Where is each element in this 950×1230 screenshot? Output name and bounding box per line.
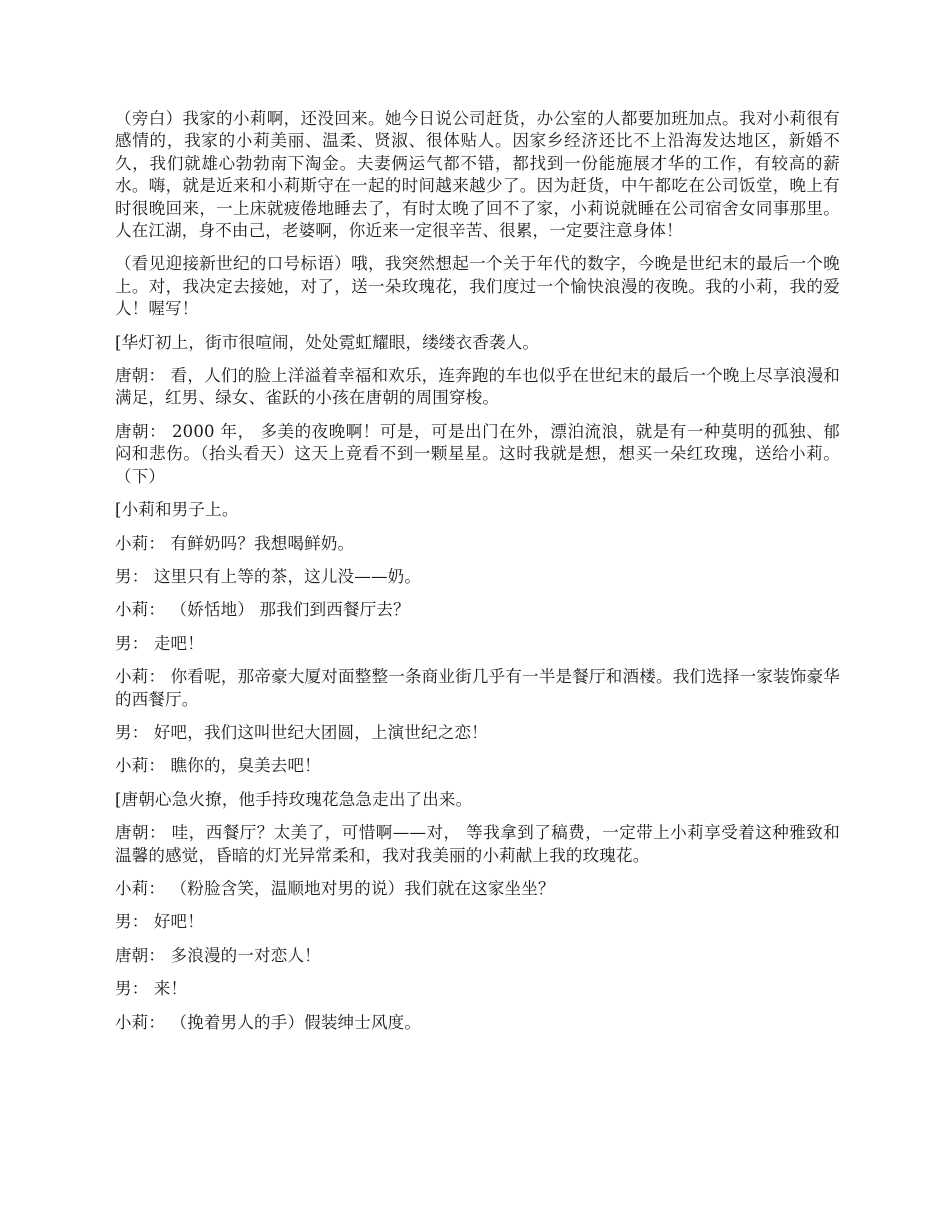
dialogue-line: 男： 好吧！ xyxy=(115,912,204,932)
dialogue-line: 唐朝： 看，人们的脸上洋溢着幸福和欢乐，连奔跑的车也似乎在世纪末的最后一个晚上尽享浪漫和满足，红男、绿女、雀跃的小孩在唐朝的周围穿梭。 xyxy=(115,366,840,408)
dialogue-line: 小莉： （娇恬地） 那我们到西餐厅去？ xyxy=(115,600,410,620)
dialogue-line: 小莉： 有鲜奶吗？我想喝鲜奶。 xyxy=(115,533,355,553)
dialogue-line: 唐朝： 多浪漫的一对恋人！ xyxy=(115,945,321,965)
paragraph-stage-direction: [唐朝心急火撩，他手持玫瑰花急急走出了出来。 xyxy=(115,789,473,809)
dialogue-line: 唐朝： 2000 年， 多美的夜晚啊！可是，可是出门在外，漂泊流浪，就是有一种莫明的孤独、郁闷和悲伤。（抬头看天）这天上竟看不到一颗星星。这时我就是想，想买一朵红玫瑰，送给小莉。（下） xyxy=(115,421,840,486)
paragraph-narration-intro: （旁白）我家的小莉啊，还没回来。她今日说公司赶货，办公室的人都要加班加点。我对小莉很有感情的，我家的小莉美丽、温柔、贤淑、很体贴人。因家乡经济还比不上沿海发达地区，新婚不久，我们就雄心勃勃南下淘金。夫妻俩运气都不错，都找到一份能施展才华的工作，有较高的薪水。嗨，就是近来和小莉斯守在一起的时间越来越少了。因为赶货，中午都吃在公司饭堂，晚上有时很晚回来，一上床就疲倦地睡去了，有时太晚了回不了家，小莉说就睡在公司宿舍女同事那里。人在江湖，身不由己，老婆啊，你近来一定很辛苦、很累，一定要注意身体！ xyxy=(115,109,840,241)
paragraph-stage-direction: [小莉和男子上。 xyxy=(115,500,239,520)
dialogue-line: 小莉： （粉脸含笑，温顺地对男的说）我们就在这家坐坐？ xyxy=(115,878,555,898)
dialogue-line: 小莉： 瞧你的，臭美去吧！ xyxy=(115,756,321,776)
dialogue-line: 小莉： （挽着男人的手）假装绅士风度。 xyxy=(115,1012,422,1032)
paragraph-slogan-thought: （看见迎接新世纪的口号标语）哦，我突然想起一个关于年代的数字，今晚是世纪末的最后一个晚上。对，我决定去接她，对了，送一朵玫瑰花，我们度过一个愉快浪漫的夜晚。我的小莉，我的爱人！喔写！ xyxy=(115,254,840,319)
dialogue-line: 男： 这里只有上等的茶，这儿没——奶。 xyxy=(115,566,422,586)
dialogue-line: 小莉： 你看呢，那帝豪大厦对面整整一条商业街几乎有一半是餐厅和酒楼。我们选择一家装饰豪华的西餐厅。 xyxy=(115,667,840,709)
dialogue-line: 唐朝： 哇，西餐厅？太美了，可惜啊——对， 等我拿到了稿费，一定带上小莉享受着这种雅致和温馨的感觉，昏暗的灯光异常柔和，我对我美丽的小莉献上我的玫瑰花。 xyxy=(115,823,840,865)
paragraph-stage-direction: [华灯初上，街市很喧闹，处处霓虹耀眼，缕缕衣香袭人。 xyxy=(115,332,540,352)
dialogue-line: 男： 好吧，我们这叫世纪大团圆，上演世纪之恋！ xyxy=(115,722,488,742)
dialogue-line: 男： 来！ xyxy=(115,979,188,999)
document-body xyxy=(115,108,840,1045)
dialogue-line: 男： 走吧！ xyxy=(115,633,204,653)
